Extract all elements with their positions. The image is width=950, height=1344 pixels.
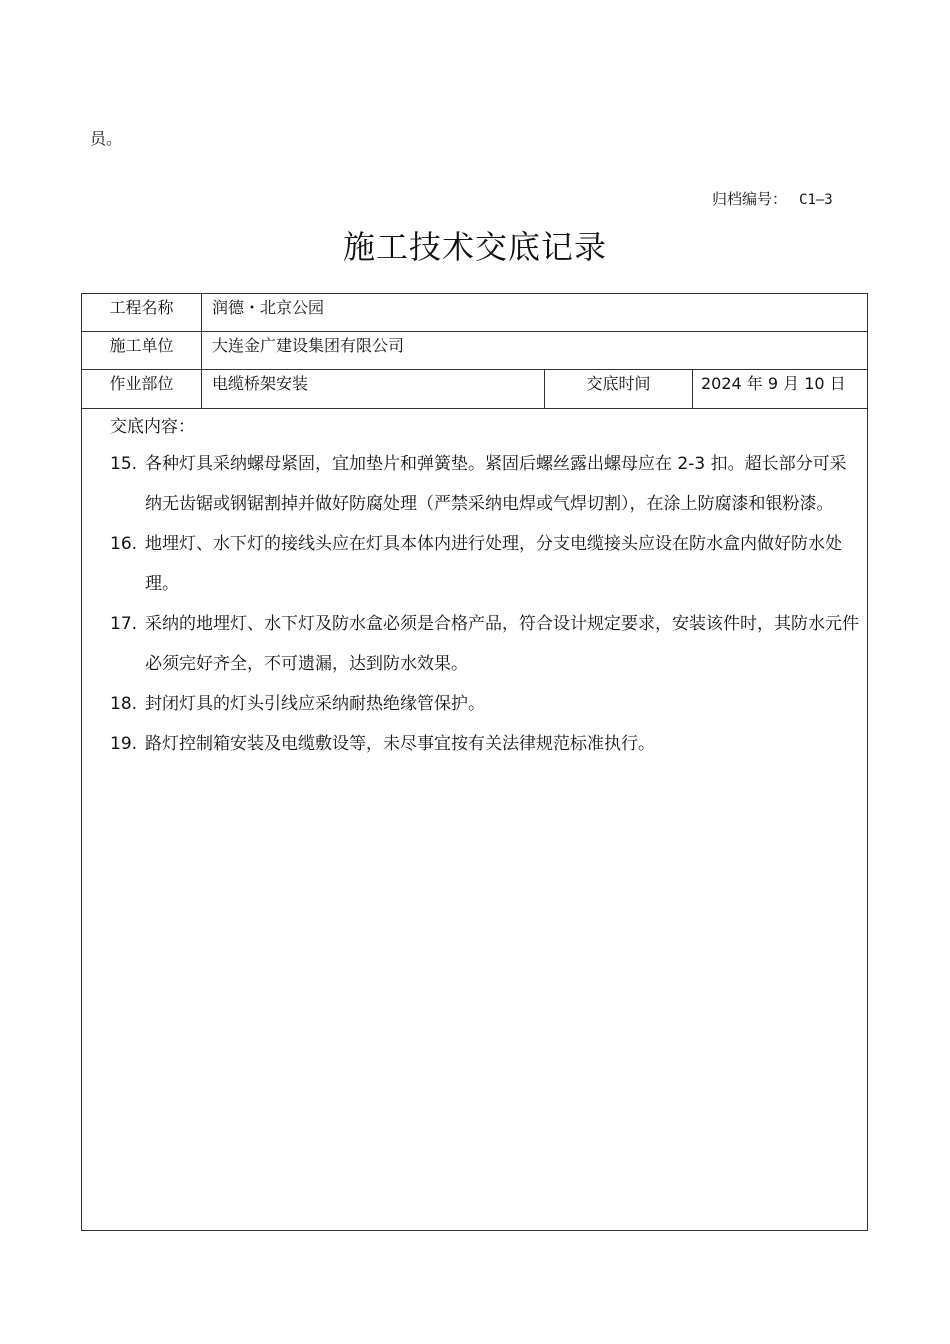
item-number: 16. (110, 534, 138, 554)
unit-value: 大连金广建设集团有限公司 (212, 336, 405, 355)
content-list (110, 444, 860, 764)
project-name-label: 工程名称 (82, 294, 202, 331)
archive-label: 归档编号： (712, 190, 788, 208)
archive-value: C1—3 (799, 192, 833, 208)
page-title: 施工技术交底记录 (342, 228, 607, 266)
project-name-value: 润德・北京公园 (212, 298, 325, 317)
list-item (110, 524, 860, 604)
carry-over-text: 员。 (90, 129, 123, 148)
item-text: 路灯控制箱安装及电缆敷设等，未尽事宜按有关法律规范标准执行。 (145, 734, 655, 754)
list-item (110, 684, 860, 724)
unit-label: 施工单位 (82, 332, 202, 369)
archive-number (712, 188, 833, 209)
table-row-unit (82, 332, 867, 370)
table-row-project (82, 294, 867, 332)
time-value: 2024 年 9 月 10 日 (701, 374, 846, 393)
record-table (81, 293, 868, 1231)
time-label: 交底时间 (545, 370, 693, 408)
item-number: 19. (110, 734, 138, 754)
item-text: 地埋灯、水下灯的接线头应在灯具本体内进行处理，分支电缆接头应设在防水盒内做好防水处理。 (145, 534, 842, 594)
item-number: 15. (110, 454, 138, 474)
item-text: 采纳的地埋灯、水下灯及防水盒必须是合格产品，符合设计规定要求，安装该件时，其防水元件必须完好齐全，不可遗漏，达到防水效果。 (145, 614, 859, 674)
section-value: 电缆桥架安装 (202, 370, 545, 408)
content-label: 交底内容： (110, 417, 195, 437)
section-label: 作业部位 (82, 370, 202, 408)
item-number: 17. (110, 614, 138, 634)
table-row-section (82, 370, 867, 409)
item-text: 封闭灯具的灯头引线应采纳耐热绝缘管保护。 (145, 694, 485, 714)
item-text: 各种灯具采纳螺母紧固，宜加垫片和弹簧垫。紧固后螺丝露出螺母应在 2-3 扣。超长部分可采纳无齿锯或钢锯割掉并做好防腐处理（严禁采纳电焊或气焊切割），在涂上防腐漆和银粉漆。 (145, 454, 847, 514)
list-item (110, 604, 860, 684)
item-number: 18. (110, 694, 138, 714)
list-item (110, 444, 860, 524)
list-item (110, 724, 860, 764)
